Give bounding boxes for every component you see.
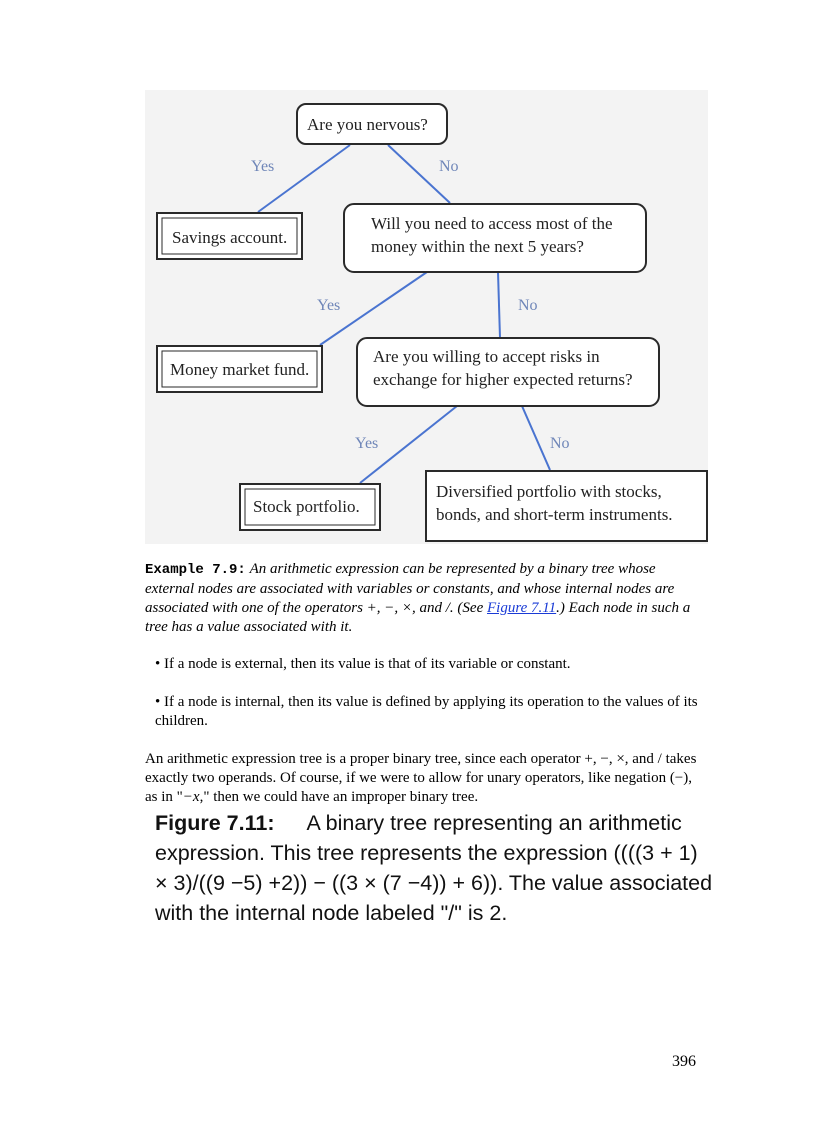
example-label: Example 7.9: bbox=[145, 562, 246, 578]
body-italic: −x bbox=[182, 789, 200, 805]
question-3-line-1: Are you willing to accept risks in bbox=[373, 347, 600, 366]
figure-caption bbox=[155, 808, 715, 928]
question-3-line-2: exchange for higher expected returns? bbox=[373, 370, 633, 389]
decision-tree-diagram bbox=[145, 90, 708, 544]
figure-link[interactable]: Figure 7.11 bbox=[487, 600, 557, 616]
example-paragraph bbox=[145, 560, 705, 637]
caption-text: A binary tree representing an arithmetic expression. This tree represents the expression ((((3 + 1) × 3)/((9 −5) +2)) − ((3 × (7 −4)) + 6)). The value associated with the internal node labeled "/" is 2. bbox=[155, 811, 713, 925]
question-2-line-2: money within the next 5 years? bbox=[371, 237, 584, 256]
body-text-end: ," then we could have an improper binary tree. bbox=[199, 789, 479, 805]
root-question-text: Are you nervous? bbox=[307, 115, 428, 134]
question-2-line-1: Will you need to access most of the bbox=[371, 214, 613, 233]
diversified-line-2: bonds, and short-term instruments. bbox=[436, 505, 673, 524]
edge-label-yes-2: Yes bbox=[317, 297, 341, 314]
edge-label-yes-3: Yes bbox=[355, 435, 379, 452]
edge-label-no-1: No bbox=[439, 158, 459, 175]
edge-label-yes-1: Yes bbox=[251, 158, 275, 175]
example-text: An arithmetic expression can be represented by a binary tree whose external nodes are associated with variables or constants, and whose internal nodes are associated with one of the operators +, −, ×, and /. (See bbox=[145, 561, 675, 616]
example-text-end: .) Each node in such a tree has a value associated with it. bbox=[145, 600, 691, 635]
edge-root-savings bbox=[258, 145, 350, 212]
edge-label-no-3: No bbox=[550, 435, 570, 452]
savings-text: Savings account. bbox=[172, 228, 288, 247]
bullet-external: • If a node is external, then its value is that of its variable or constant. bbox=[155, 656, 571, 672]
edge-q3-diversified bbox=[522, 406, 550, 470]
edge-label-no-2: No bbox=[518, 297, 538, 314]
bullet-internal: • If a node is internal, then its value is defined by applying its operation to the values of its children. bbox=[155, 694, 698, 729]
edge-q2-q3 bbox=[498, 272, 500, 338]
body-paragraph bbox=[145, 750, 705, 807]
caption-label: Figure 7.11: bbox=[155, 811, 275, 835]
money-market-text: Money market fund. bbox=[170, 360, 310, 379]
page-number: 396 bbox=[672, 1053, 696, 1070]
diversified-line-1: Diversified portfolio with stocks, bbox=[436, 482, 662, 501]
stock-portfolio-text: Stock portfolio. bbox=[253, 497, 360, 516]
decision-tree-figure bbox=[145, 90, 708, 544]
body-text: An arithmetic expression tree is a proper binary tree, since each operator +, −, ×, and / takes exactly two operands. Of course, if we were to allow for unary operators, like negation (−), as in " bbox=[145, 751, 697, 805]
